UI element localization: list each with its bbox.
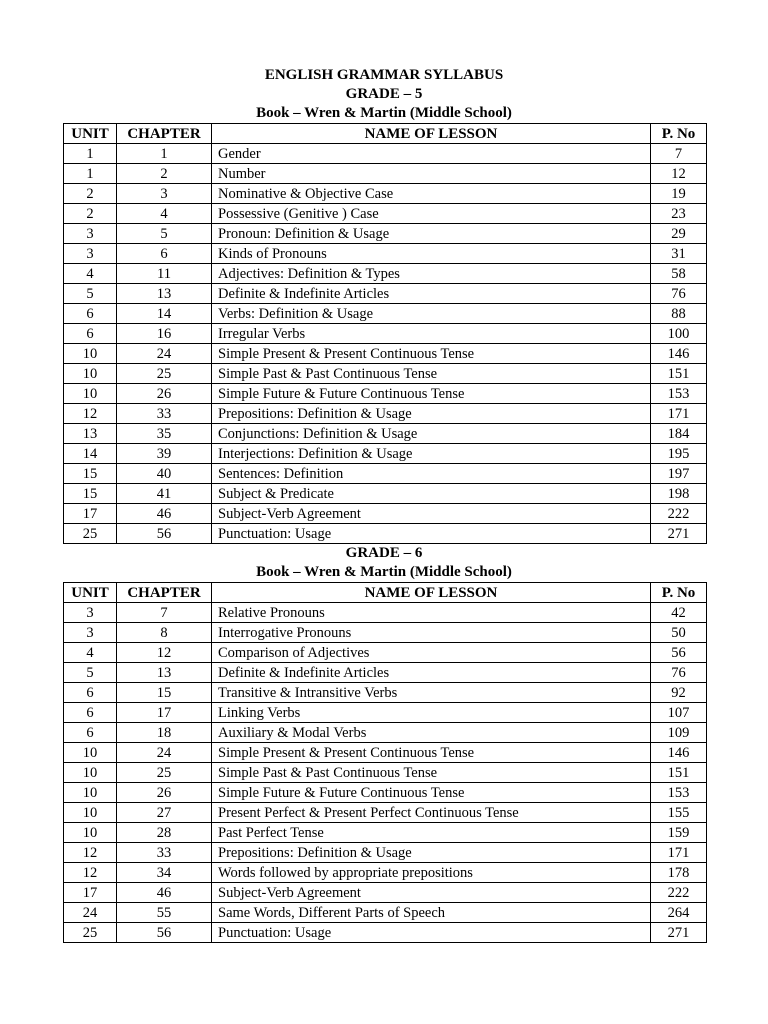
table-row <box>64 404 707 424</box>
lesson-name-cell: Simple Past & Past Continuous Tense <box>212 763 651 783</box>
lesson-name-cell: Prepositions: Definition & Usage <box>212 843 651 863</box>
page-number-cell: 222 <box>651 504 707 524</box>
lesson-name-cell: Words followed by appropriate prepositions <box>212 863 651 883</box>
table-row <box>64 464 707 484</box>
lesson-name-cell: Comparison of Adjectives <box>212 643 651 663</box>
table-row <box>64 603 707 623</box>
unit-cell: 6 <box>64 324 117 344</box>
page-number-cell: 29 <box>651 224 707 244</box>
chapter-cell: 2 <box>117 164 212 184</box>
page-number-cell: 155 <box>651 803 707 823</box>
table-row <box>64 903 707 923</box>
chapter-cell: 5 <box>117 224 212 244</box>
table-row <box>64 524 707 544</box>
page-number-cell: 56 <box>651 643 707 663</box>
lesson-name-cell: Interjections: Definition & Usage <box>212 444 651 464</box>
table-row <box>64 823 707 843</box>
lesson-name-cell: Definite & Indefinite Articles <box>212 284 651 304</box>
unit-cell: 6 <box>64 683 117 703</box>
chapter-cell: 24 <box>117 344 212 364</box>
page-number-cell: 271 <box>651 524 707 544</box>
unit-cell: 2 <box>64 204 117 224</box>
chapter-cell: 6 <box>117 244 212 264</box>
page-number-cell: 58 <box>651 264 707 284</box>
lesson-name-cell: Subject-Verb Agreement <box>212 504 651 524</box>
unit-cell: 1 <box>64 164 117 184</box>
unit-column-header: UNIT <box>64 583 117 603</box>
lesson-name-cell: Conjunctions: Definition & Usage <box>212 424 651 444</box>
chapter-cell: 11 <box>117 264 212 284</box>
page-number-cell: 88 <box>651 304 707 324</box>
grade-6-book-heading: Book – Wren & Martin (Middle School) <box>256 564 512 580</box>
unit-cell: 10 <box>64 823 117 843</box>
unit-cell: 12 <box>64 863 117 883</box>
page-number-cell: 23 <box>651 204 707 224</box>
unit-cell: 4 <box>64 264 117 284</box>
lesson-column-header: NAME OF LESSON <box>212 583 651 603</box>
chapter-cell: 35 <box>117 424 212 444</box>
chapter-cell: 18 <box>117 723 212 743</box>
page-number-cell: 198 <box>651 484 707 504</box>
chapter-cell: 14 <box>117 304 212 324</box>
page-number-cell: 146 <box>651 743 707 763</box>
table-header-row <box>64 583 707 603</box>
lesson-name-cell: Relative Pronouns <box>212 603 651 623</box>
table-row <box>64 663 707 683</box>
lesson-name-cell: Auxiliary & Modal Verbs <box>212 723 651 743</box>
unit-cell: 14 <box>64 444 117 464</box>
table-row <box>64 643 707 663</box>
chapter-cell: 56 <box>117 923 212 943</box>
page-number-cell: 76 <box>651 663 707 683</box>
lesson-name-cell: Possessive (Genitive ) Case <box>212 204 651 224</box>
table-row <box>64 284 707 304</box>
chapter-cell: 8 <box>117 623 212 643</box>
unit-cell: 3 <box>64 224 117 244</box>
table-row <box>64 803 707 823</box>
page-number-cell: 197 <box>651 464 707 484</box>
chapter-column-header: CHAPTER <box>117 583 212 603</box>
page-number-cell: 159 <box>651 823 707 843</box>
grade-6-heading: GRADE – 6 <box>345 545 423 561</box>
unit-cell: 1 <box>64 144 117 164</box>
page-number-cell: 151 <box>651 763 707 783</box>
unit-cell: 25 <box>64 923 117 943</box>
chapter-cell: 34 <box>117 863 212 883</box>
unit-cell: 25 <box>64 524 117 544</box>
unit-cell: 15 <box>64 464 117 484</box>
chapter-cell: 13 <box>117 663 212 683</box>
lesson-name-cell: Pronoun: Definition & Usage <box>212 224 651 244</box>
lesson-name-cell: Present Perfect & Present Perfect Continuous Tense <box>212 803 651 823</box>
unit-cell: 3 <box>64 244 117 264</box>
table-row <box>64 424 707 444</box>
lesson-name-cell: Transitive & Intransitive Verbs <box>212 683 651 703</box>
page-number-cell: 171 <box>651 404 707 424</box>
unit-cell: 17 <box>64 883 117 903</box>
page-number-cell: 153 <box>651 384 707 404</box>
page-number-cell: 151 <box>651 364 707 384</box>
chapter-cell: 33 <box>117 404 212 424</box>
unit-cell: 10 <box>64 763 117 783</box>
chapter-cell: 25 <box>117 763 212 783</box>
unit-cell: 3 <box>64 623 117 643</box>
page-number-cell: 92 <box>651 683 707 703</box>
lesson-column-header: NAME OF LESSON <box>212 124 651 144</box>
table-row <box>64 923 707 943</box>
page-number-cell: 31 <box>651 244 707 264</box>
lesson-name-cell: Punctuation: Usage <box>212 524 651 544</box>
lesson-name-cell: Prepositions: Definition & Usage <box>212 404 651 424</box>
chapter-cell: 24 <box>117 743 212 763</box>
chapter-cell: 7 <box>117 603 212 623</box>
chapter-cell: 40 <box>117 464 212 484</box>
chapter-cell: 26 <box>117 783 212 803</box>
lesson-name-cell: Subject-Verb Agreement <box>212 883 651 903</box>
chapter-cell: 55 <box>117 903 212 923</box>
unit-cell: 10 <box>64 743 117 763</box>
page-number-cell: 7 <box>651 144 707 164</box>
chapter-cell: 39 <box>117 444 212 464</box>
table-row <box>64 144 707 164</box>
unit-cell: 10 <box>64 344 117 364</box>
chapter-cell: 46 <box>117 883 212 903</box>
unit-cell: 10 <box>64 783 117 803</box>
chapter-cell: 28 <box>117 823 212 843</box>
lesson-name-cell: Punctuation: Usage <box>212 923 651 943</box>
unit-cell: 6 <box>64 304 117 324</box>
chapter-cell: 4 <box>117 204 212 224</box>
unit-cell: 10 <box>64 364 117 384</box>
table-header-row <box>64 124 707 144</box>
chapter-cell: 26 <box>117 384 212 404</box>
page-number-cell: 146 <box>651 344 707 364</box>
lesson-name-cell: Subject & Predicate <box>212 484 651 504</box>
grade-5-table-body <box>64 144 707 544</box>
chapter-cell: 1 <box>117 144 212 164</box>
table-row <box>64 683 707 703</box>
unit-cell: 12 <box>64 404 117 424</box>
table-row <box>64 364 707 384</box>
lesson-name-cell: Kinds of Pronouns <box>212 244 651 264</box>
lesson-name-cell: Past Perfect Tense <box>212 823 651 843</box>
unit-cell: 2 <box>64 184 117 204</box>
page-number-cell: 42 <box>651 603 707 623</box>
page-number-cell: 153 <box>651 783 707 803</box>
table-row <box>64 444 707 464</box>
lesson-name-cell: Adjectives: Definition & Types <box>212 264 651 284</box>
lesson-name-cell: Same Words, Different Parts of Speech <box>212 903 651 923</box>
table-row <box>64 723 707 743</box>
grade-5-book-heading: Book – Wren & Martin (Middle School) <box>256 105 512 121</box>
unit-cell: 15 <box>64 484 117 504</box>
page-column-header: P. No <box>651 124 707 144</box>
lesson-name-cell: Simple Future & Future Continuous Tense <box>212 783 651 803</box>
table-row <box>64 863 707 883</box>
chapter-cell: 12 <box>117 643 212 663</box>
unit-cell: 5 <box>64 284 117 304</box>
table-row <box>64 244 707 264</box>
unit-cell: 13 <box>64 424 117 444</box>
chapter-cell: 15 <box>117 683 212 703</box>
chapter-cell: 56 <box>117 524 212 544</box>
unit-cell: 6 <box>64 723 117 743</box>
table-row <box>64 384 707 404</box>
table-row <box>64 623 707 643</box>
chapter-cell: 41 <box>117 484 212 504</box>
lesson-name-cell: Number <box>212 164 651 184</box>
grade-6-syllabus-table <box>63 582 707 943</box>
table-row <box>64 883 707 903</box>
table-row <box>64 843 707 863</box>
unit-cell: 3 <box>64 603 117 623</box>
chapter-cell: 27 <box>117 803 212 823</box>
lesson-name-cell: Simple Present & Present Continuous Tense <box>212 344 651 364</box>
page-number-cell: 19 <box>651 184 707 204</box>
page-number-cell: 76 <box>651 284 707 304</box>
chapter-cell: 33 <box>117 843 212 863</box>
page-number-cell: 109 <box>651 723 707 743</box>
grade-5-syllabus-table <box>63 123 707 544</box>
page-number-cell: 184 <box>651 424 707 444</box>
unit-column-header: UNIT <box>64 124 117 144</box>
lesson-name-cell: Simple Past & Past Continuous Tense <box>212 364 651 384</box>
unit-cell: 6 <box>64 703 117 723</box>
unit-cell: 10 <box>64 384 117 404</box>
table-row <box>64 743 707 763</box>
table-row <box>64 184 707 204</box>
table-row <box>64 324 707 344</box>
lesson-name-cell: Nominative & Objective Case <box>212 184 651 204</box>
table-row <box>64 304 707 324</box>
document-title: ENGLISH GRAMMAR SYLLABUS <box>264 67 504 83</box>
table-row <box>64 224 707 244</box>
lesson-name-cell: Irregular Verbs <box>212 324 651 344</box>
page-number-cell: 171 <box>651 843 707 863</box>
grade-5-heading: GRADE – 5 <box>345 86 423 102</box>
table-row <box>64 484 707 504</box>
table-row <box>64 783 707 803</box>
chapter-cell: 3 <box>117 184 212 204</box>
lesson-name-cell: Definite & Indefinite Articles <box>212 663 651 683</box>
lesson-name-cell: Interrogative Pronouns <box>212 623 651 643</box>
page-number-cell: 195 <box>651 444 707 464</box>
page-number-cell: 12 <box>651 164 707 184</box>
table-row <box>64 204 707 224</box>
chapter-cell: 46 <box>117 504 212 524</box>
grade-6-table-body <box>64 603 707 943</box>
unit-cell: 12 <box>64 843 117 863</box>
table-row <box>64 344 707 364</box>
unit-cell: 4 <box>64 643 117 663</box>
lesson-name-cell: Sentences: Definition <box>212 464 651 484</box>
lesson-name-cell: Gender <box>212 144 651 164</box>
page-number-cell: 222 <box>651 883 707 903</box>
chapter-column-header: CHAPTER <box>117 124 212 144</box>
table-row <box>64 264 707 284</box>
unit-cell: 10 <box>64 803 117 823</box>
table-row <box>64 504 707 524</box>
page-number-cell: 178 <box>651 863 707 883</box>
lesson-name-cell: Verbs: Definition & Usage <box>212 304 651 324</box>
page-number-cell: 107 <box>651 703 707 723</box>
table-row <box>64 763 707 783</box>
page-number-cell: 264 <box>651 903 707 923</box>
lesson-name-cell: Simple Future & Future Continuous Tense <box>212 384 651 404</box>
page-number-cell: 100 <box>651 324 707 344</box>
chapter-cell: 17 <box>117 703 212 723</box>
unit-cell: 17 <box>64 504 117 524</box>
unit-cell: 24 <box>64 903 117 923</box>
lesson-name-cell: Linking Verbs <box>212 703 651 723</box>
table-row <box>64 164 707 184</box>
page-column-header: P. No <box>651 583 707 603</box>
page-number-cell: 271 <box>651 923 707 943</box>
lesson-name-cell: Simple Present & Present Continuous Tense <box>212 743 651 763</box>
table-row <box>64 703 707 723</box>
unit-cell: 5 <box>64 663 117 683</box>
chapter-cell: 16 <box>117 324 212 344</box>
page-number-cell: 50 <box>651 623 707 643</box>
chapter-cell: 25 <box>117 364 212 384</box>
chapter-cell: 13 <box>117 284 212 304</box>
